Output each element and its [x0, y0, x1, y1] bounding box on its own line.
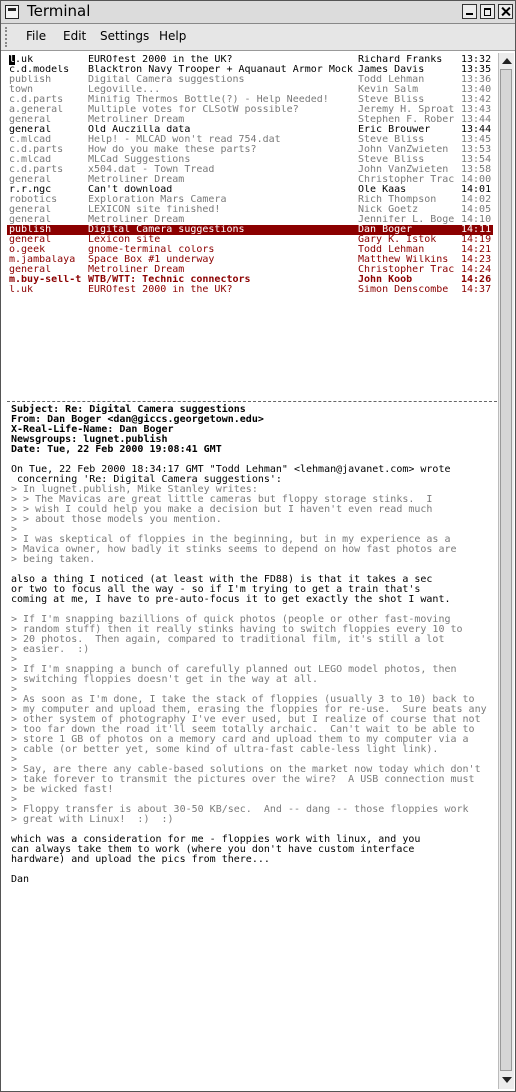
- thread-author: Gary K. Istok: [358, 235, 437, 245]
- quoted-line: > being taken.: [11, 554, 96, 565]
- thread-group: general: [9, 175, 52, 185]
- thread-group: m.jambalaya: [9, 255, 76, 265]
- thread-group: robotics: [9, 195, 58, 205]
- thread-group: l.uk: [9, 285, 34, 295]
- thread-time: 13:53: [461, 145, 492, 155]
- text-cursor: l: [9, 55, 16, 65]
- article-header-line: Date: Tue, 22 Feb 2000 19:08:41 GMT: [11, 444, 222, 455]
- quoted-line: > too far down the road it'll seem totally archaic. Can't wait to be able to: [11, 724, 475, 735]
- thread-author: Eric Brouwer: [358, 125, 431, 135]
- thread-author: Jeremy H. Sproat: [358, 105, 455, 115]
- body-line: or two to focus all the way - so if I'm trying to get a train that's: [11, 584, 421, 595]
- body-line: On Tue, 22 Feb 2000 18:34:17 GMT "Todd Lehman" <lehman@javanet.com> wrote: [11, 464, 451, 475]
- thread-time: 14:19: [461, 235, 492, 245]
- thread-author: Richard Franks: [358, 55, 443, 65]
- body-line: concerning 'Re: Digital Camera suggestions':: [11, 474, 282, 485]
- thread-subject: Blacktron Navy Trooper + Aquanaut Armor Mock: [88, 65, 353, 75]
- thread-group: general: [9, 125, 52, 135]
- thread-time: 13:45: [461, 135, 492, 145]
- thread-group: general: [9, 115, 52, 125]
- quoted-line: >: [11, 684, 18, 695]
- thread-group: m.buy-sell-t: [9, 275, 82, 285]
- thread-row[interactable]: [7, 85, 493, 95]
- thread-subject: WTB/WTT: Technic connectors: [88, 275, 251, 285]
- thread-subject: Digital Camera suggestions: [88, 75, 245, 85]
- thread-row[interactable]: [7, 95, 493, 105]
- article-header-line: Subject: Re: Digital Camera suggestions: [11, 404, 246, 415]
- thread-time: 13:32: [461, 55, 492, 65]
- thread-time: 14:23: [461, 255, 492, 265]
- thread-subject: Multiple votes for CLSotW possible?: [88, 105, 299, 115]
- maximize-button[interactable]: [480, 4, 495, 19]
- thread-subject: x504.dat - Town Tread: [88, 165, 215, 175]
- thread-row[interactable]: [7, 145, 493, 155]
- thread-row[interactable]: [7, 65, 493, 75]
- thread-group: c.d.parts: [9, 95, 64, 105]
- thread-author: Christopher Trac: [358, 175, 455, 185]
- thread-row[interactable]: [7, 125, 493, 135]
- body-line: Dan: [11, 874, 30, 885]
- menu-edit[interactable]: Edit: [63, 29, 87, 43]
- thread-time: 13:44: [461, 115, 492, 125]
- quoted-line: > I was skeptical of floppies in the beginning, but in my experience as a: [11, 534, 451, 545]
- quoted-line: > As soon as I'm done, I take the stack of floppies (usually 3 to 10) back to: [11, 694, 475, 705]
- thread-row[interactable]: [7, 265, 493, 275]
- thread-group: c.mlcad: [9, 135, 52, 145]
- quoted-line: > easier. :): [11, 644, 90, 655]
- pane-separator: [7, 401, 497, 402]
- quoted-line: > cable (or better yet, some kind of ultra-fast cable-less light link).: [11, 744, 439, 755]
- thread-subject: gnome-terminal colors: [88, 245, 215, 255]
- thread-time: 14:10: [461, 215, 492, 225]
- thread-time: 13:36: [461, 75, 492, 85]
- body-line: coming at me, I have to pre-auto-focus it to get exactly the shot I want.: [11, 594, 451, 605]
- thread-time: 14:02: [461, 195, 492, 205]
- thread-time: 14:00: [461, 175, 492, 185]
- thread-row[interactable]: [7, 255, 493, 265]
- thread-row[interactable]: [7, 225, 493, 235]
- menubar-grip-handle[interactable]: [5, 27, 13, 47]
- thread-time: 14:05: [461, 205, 492, 215]
- thread-row[interactable]: [7, 75, 493, 85]
- thread-author: Kevin Salm: [358, 85, 419, 95]
- thread-subject: Space Box #1 underway: [88, 255, 215, 265]
- thread-subject: Digital Camera suggestions: [88, 225, 245, 235]
- terminal-icon[interactable]: [5, 5, 19, 19]
- thread-group: o.geek: [9, 245, 46, 255]
- thread-time: 13:35: [461, 65, 492, 75]
- quoted-line: > 20 photos. Then again, compared to traditional film, it's still a lot: [11, 634, 445, 645]
- thread-author: Ole Kaas: [358, 185, 407, 195]
- thread-subject: EUROfest 2000 in the UK?: [88, 285, 233, 295]
- thread-group: c.d.parts: [9, 165, 64, 175]
- thread-subject: Old Auczilla data: [88, 125, 191, 135]
- close-button[interactable]: [498, 4, 513, 19]
- menu-file[interactable]: File: [26, 29, 47, 43]
- thread-time: 13:40: [461, 85, 492, 95]
- scroll-up-arrow-icon[interactable]: [500, 55, 513, 68]
- quoted-line: > great with Linux! :) :): [11, 814, 174, 825]
- quoted-line: > If I'm snapping bazillions of quick photos (people or other fast-moving: [11, 614, 451, 625]
- thread-row[interactable]: [7, 235, 493, 245]
- thread-author: James Davis: [358, 65, 425, 75]
- thread-author: Todd Lehman: [358, 75, 425, 85]
- thread-row[interactable]: [7, 245, 493, 255]
- thread-row[interactable]: [7, 105, 493, 115]
- thread-subject: Legoville...: [88, 85, 161, 95]
- thread-subject: LEXICON site finished!: [88, 205, 221, 215]
- quoted-line: > > about those models you mention.: [11, 514, 222, 525]
- thread-row[interactable]: [7, 55, 493, 65]
- quoted-line: >: [11, 794, 18, 805]
- body-line: hardware) and upload the pics from there...: [11, 854, 270, 865]
- quoted-line: > Mavica owner, how badly it stinks seems to depend on how fast photos are: [11, 544, 457, 555]
- quoted-line: > Say, are there any cable-based solutions on the market now today which don't: [11, 764, 481, 775]
- thread-author: Stephen F. Rober: [358, 115, 455, 125]
- thread-author: Jennifer L. Boge: [358, 215, 455, 225]
- article-header-line: Newsgroups: lugnet.publish: [11, 434, 168, 445]
- article-header-line: X-Real-Life-Name: Dan Boger: [11, 424, 174, 435]
- thread-group: town: [9, 85, 34, 95]
- quoted-line: > other system of photography I've ever used, but I realize of course that not: [11, 714, 481, 725]
- quoted-line: > Floppy transfer is about 30-50 KB/sec. And -- dang -- those floppies work: [11, 804, 469, 815]
- thread-author: Simon Denscombe: [358, 285, 449, 295]
- thread-row[interactable]: [7, 275, 493, 285]
- quoted-line: >: [11, 524, 18, 535]
- quoted-line: > my computer and upload them, erasing the floppies for re-use. Sure beats any: [11, 704, 487, 715]
- window-title: Terminal: [27, 2, 91, 20]
- thread-subject: Can't download: [88, 185, 173, 195]
- thread-group: general: [9, 235, 52, 245]
- thread-time: 14:37: [461, 285, 492, 295]
- quoted-line: >: [11, 754, 18, 765]
- body-line: which was a consideration for me - floppies work with linux, and you: [11, 834, 421, 845]
- menu-settings[interactable]: Settings: [100, 29, 150, 43]
- terminal-content[interactable]: [7, 53, 497, 1089]
- thread-subject: Metroliner Dream: [88, 175, 185, 185]
- thread-row[interactable]: [7, 195, 493, 205]
- quoted-line: > If I'm snapping a bunch of carefully planned out LEGO model photos, then: [11, 664, 457, 675]
- quoted-line: >: [11, 654, 18, 665]
- thread-group: l.uk: [9, 55, 34, 65]
- thread-author: Christopher Trac: [358, 265, 455, 275]
- thread-time: 14:01: [461, 185, 492, 195]
- quoted-line: > > wish I could help you make a decision but I haven't even read much: [11, 504, 433, 515]
- thread-time: 14:21: [461, 245, 492, 255]
- thread-time: 13:44: [461, 125, 492, 135]
- thread-author: Todd Lehman: [358, 245, 425, 255]
- body-line: also a thing I noticed (at least with the FD88) is that it takes a sec: [11, 574, 433, 585]
- thread-group: c.d.parts: [9, 145, 64, 155]
- thread-time: 14:26: [461, 275, 492, 285]
- thread-author: Dan Boger: [358, 225, 413, 235]
- thread-subject: Minifig Thermos Bottle(?) - Help Needed!: [88, 95, 329, 105]
- thread-group: c.mlcad: [9, 155, 52, 165]
- quoted-line: > be wicked fast!: [11, 784, 114, 795]
- thread-subject: Exploration Mars Camera: [88, 195, 227, 205]
- thread-group: c.d.models: [9, 65, 70, 75]
- thread-subject: MLCad Suggestions: [88, 155, 191, 165]
- thread-author: Steve Bliss: [358, 95, 425, 105]
- thread-row[interactable]: [7, 135, 493, 145]
- thread-group: general: [9, 205, 52, 215]
- thread-group: general: [9, 265, 52, 275]
- thread-subject: Metroliner Dream: [88, 115, 185, 125]
- thread-group: general: [9, 215, 52, 225]
- scroll-down-arrow-icon[interactable]: [500, 1074, 513, 1087]
- thread-time: 13:58: [461, 165, 492, 175]
- thread-row[interactable]: [7, 165, 493, 175]
- thread-row[interactable]: [7, 155, 493, 165]
- menu-bar: [1, 24, 515, 51]
- thread-row[interactable]: [7, 175, 493, 185]
- thread-subject: Help! - MLCAD won't read 754.dat: [88, 135, 281, 145]
- scrollbar-thumb[interactable]: [500, 69, 512, 1071]
- minimize-button[interactable]: [462, 4, 477, 19]
- quoted-line: > random stuff) then it really stinks having to switch floppies every 10 to: [11, 624, 463, 635]
- thread-author: John VanZwieten: [358, 145, 449, 155]
- thread-time: 14:11: [461, 225, 492, 235]
- thread-time: 13:54: [461, 155, 492, 165]
- quoted-line: > store 1 GB of photos on a memory card and upload them to my computer via a: [11, 734, 469, 745]
- thread-group: a.general: [9, 105, 64, 115]
- thread-author: Rich Thompson: [358, 195, 437, 205]
- thread-author: John VanZwieten: [358, 165, 449, 175]
- thread-subject: Metroliner Dream: [88, 215, 185, 225]
- thread-row[interactable]: [7, 115, 493, 125]
- thread-author: Nick Goetz: [358, 205, 419, 215]
- thread-time: 13:43: [461, 105, 492, 115]
- thread-row[interactable]: [7, 285, 493, 295]
- thread-subject: Metroliner Dream: [88, 265, 185, 275]
- quoted-line: > > The Mavicas are great little cameras but floppy storage stinks. I: [11, 494, 433, 505]
- thread-author: Steve Bliss: [358, 155, 425, 165]
- thread-group: publish: [9, 225, 52, 235]
- thread-author: Steve Bliss: [358, 135, 425, 145]
- thread-group: publish: [9, 75, 52, 85]
- thread-author: Matthew Wilkins: [358, 255, 449, 265]
- thread-time: 13:42: [461, 95, 492, 105]
- body-line: can always take them to work (where you don't have custom interface: [11, 844, 415, 855]
- quoted-line: > In lugnet.publish, Mike Stanley writes:: [11, 484, 258, 495]
- scrollbar[interactable]: [498, 53, 514, 1089]
- quoted-line: > switching floppies doesn't get in the way at all.: [11, 674, 319, 685]
- thread-author: John Koob: [358, 275, 413, 285]
- title-bar[interactable]: [1, 1, 515, 24]
- thread-time: 14:24: [461, 265, 492, 275]
- thread-subject: How do you make these parts?: [88, 145, 257, 155]
- thread-row[interactable]: [7, 205, 493, 215]
- thread-row[interactable]: [7, 185, 493, 195]
- thread-group: r.r.ngc: [9, 185, 52, 195]
- menu-help[interactable]: Help: [159, 29, 187, 43]
- quoted-line: > take forever to transmit the pictures over the wire? A USB connection must: [11, 774, 475, 785]
- thread-row[interactable]: [7, 215, 493, 225]
- thread-subject: EUROfest 2000 in the UK?: [88, 55, 233, 65]
- thread-subject: Lexicon site: [88, 235, 161, 245]
- article-header-line: From: Dan Boger <dan@giccs.georgetown.edu>: [11, 414, 264, 425]
